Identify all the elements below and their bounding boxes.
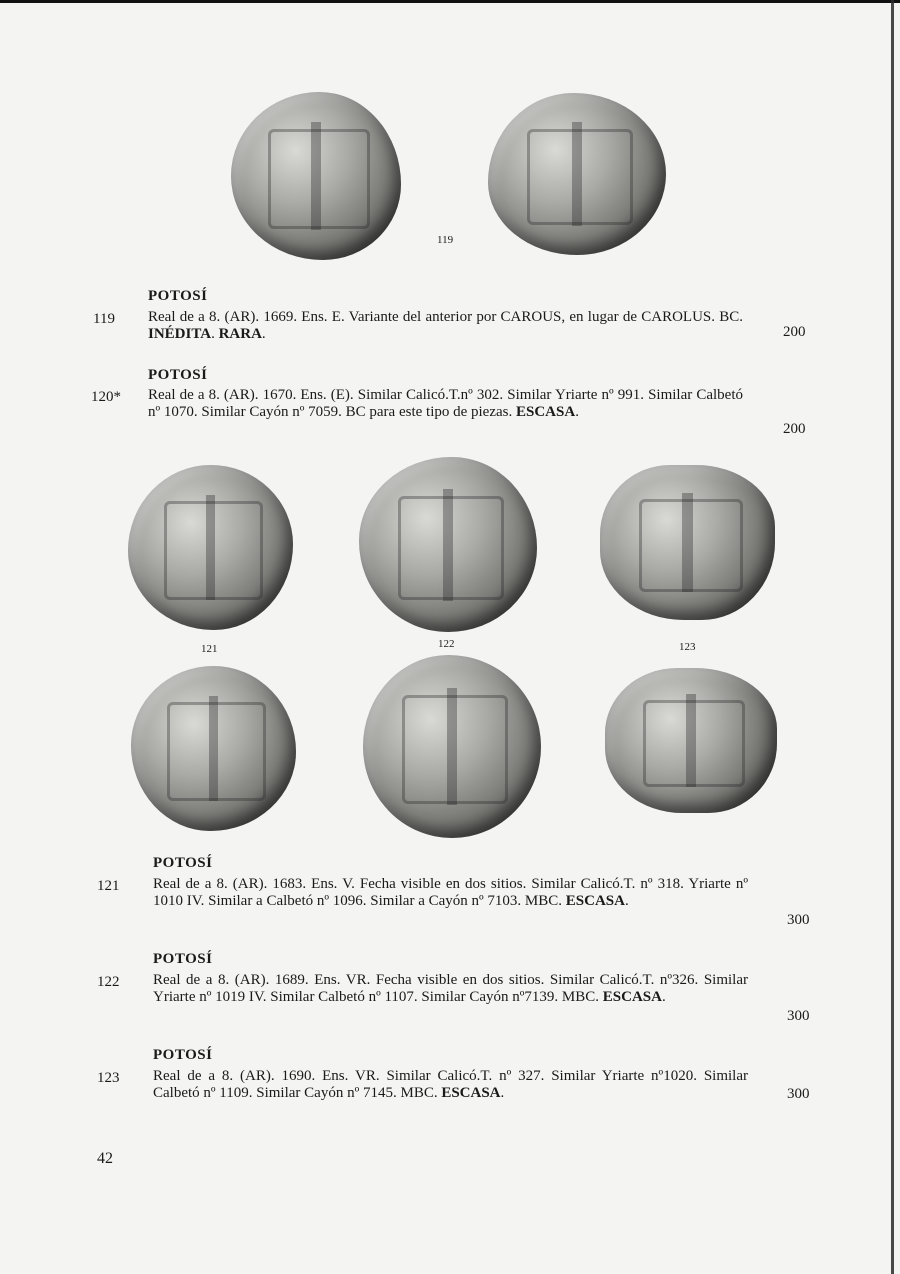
lot-119-number: 119 <box>93 311 115 327</box>
coin-123-reverse-image <box>605 668 777 813</box>
lot-120-price: 200 <box>783 421 806 437</box>
lot-123-bold-a: ESCASA <box>441 1085 501 1101</box>
coin-122-obverse-image <box>359 457 537 632</box>
lot-122-price: 300 <box>787 1008 810 1024</box>
lot-123-text: Real de a 8. (AR). 1690. Ens. VR. Similar Calicó.T. nº 327. Similar Yriarte nº1020. Similar Calbetó nº 1109. Similar Cayón nº 7145. MBC. <box>153 1068 748 1101</box>
lot-123-number: 123 <box>97 1070 120 1086</box>
lot-121-end: . <box>624 893 629 909</box>
lot-123-price: 300 <box>787 1086 810 1102</box>
lot-120-number: 120* <box>91 389 121 405</box>
lot-122-number: 122 <box>97 974 120 990</box>
lot-119-description <box>148 309 743 343</box>
lot-120-bold-a: ESCASA <box>516 404 576 420</box>
lot-119-text: Real de a 8. (AR). 1669. Ens. E. Variante del anterior por CAROUS, en lugar de CAROLUS. BC. <box>148 309 743 325</box>
lot-119-sep: . <box>211 326 219 342</box>
lot-122-heading: POTOSÍ <box>153 951 213 967</box>
lot-119-end: . <box>261 326 266 342</box>
figure-label-122: 122 <box>438 638 455 650</box>
lot-121-description <box>153 876 748 910</box>
lot-120-text: Real de a 8. (AR). 1670. Ens. (E). Similar Calicó.T.nº 302. Similar Yriarte nº 991. Similar Calbetó nº 1070. Similar Cayón nº 7059. BC para este tipo de piezas. <box>148 387 743 420</box>
lot-122-text: Real de a 8. (AR). 1689. Ens. VR. Fecha visible en dos sitios. Similar Calicó.T. nº326. Similar Yriarte nº 1019 IV. Similar Calbetó nº 1107. Similar Cayón nº7139. MBC. <box>153 972 748 1005</box>
top-rule <box>0 0 900 3</box>
lot-121-price: 300 <box>787 912 810 928</box>
lot-121-number: 121 <box>97 878 120 894</box>
lot-120-description <box>148 387 743 421</box>
coin-119-reverse-image <box>488 93 666 255</box>
coin-119-obverse-image <box>231 92 401 260</box>
lot-119-heading: POTOSÍ <box>148 288 208 304</box>
lot-121-text: Real de a 8. (AR). 1683. Ens. V. Fecha visible en dos sitios. Similar Calicó.T. nº 318. Yriarte nº 1010 IV. Similar a Calbetó nº 1096. Similar a Cayón nº 7103. MBC. <box>153 876 748 909</box>
page-edge <box>891 0 894 1274</box>
lot-122-description <box>153 972 748 1006</box>
lot-119-bold-a: INÉDITA <box>148 326 212 342</box>
figure-label-123: 123 <box>679 641 696 653</box>
coin-122-reverse-image <box>363 655 541 838</box>
coin-123-obverse-image <box>600 465 775 620</box>
figure-label-121: 121 <box>201 643 218 655</box>
lot-120-end: . <box>575 404 579 420</box>
lot-122-end: . <box>661 989 666 1005</box>
page-number: 42 <box>97 1150 113 1167</box>
lot-119-price: 200 <box>783 324 806 340</box>
figure-label-119: 119 <box>437 234 454 246</box>
lot-120-heading: POTOSÍ <box>148 367 208 383</box>
lot-119-bold-b: RARA <box>218 326 262 342</box>
lot-122-bold-a: ESCASA <box>602 989 662 1005</box>
lot-123-end: . <box>500 1085 505 1101</box>
coin-121-reverse-image <box>131 666 296 831</box>
lot-121-heading: POTOSÍ <box>153 855 213 871</box>
lot-121-bold-a: ESCASA <box>565 893 625 909</box>
lot-123-heading: POTOSÍ <box>153 1047 213 1063</box>
lot-123-description <box>153 1068 748 1102</box>
coin-121-obverse-image <box>128 465 293 630</box>
